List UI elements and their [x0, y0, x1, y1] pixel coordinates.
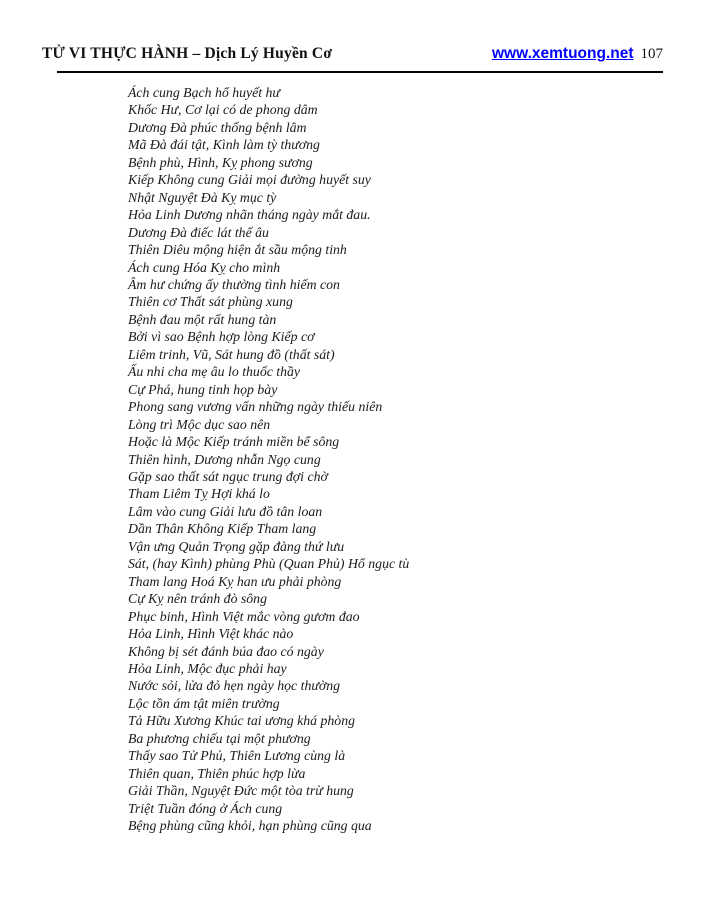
header-right-group [492, 45, 663, 63]
verse-body [128, 84, 705, 834]
verse-line: Lòng trì Mộc dục sao nên [128, 416, 271, 432]
verse-line: Liêm trinh, Vũ, Sát hung đồ (thất sát) [128, 346, 335, 362]
page-number: 107 [640, 46, 663, 62]
verse-line: Tham Liêm Tỵ Hợi khá lo [128, 486, 270, 502]
verse-line: Dương Đà phúc thống bệnh lâm [128, 119, 307, 135]
verse-line: Ách cung Hóa Kỵ cho mình [128, 259, 281, 275]
verse-line: Thiên hình, Dương nhẫn Ngọ cung [128, 451, 321, 467]
verse-line: Lâm vào cung Giải lưu đồ tân loan [128, 503, 323, 519]
verse-line: Thấy sao Tử Phủ, Thiên Lương cùng là [128, 748, 346, 764]
verse-line: Nhật Nguyệt Đà Kỵ mục tỳ [128, 189, 277, 205]
verse-line: Dương Đà điếc lát thế âu [128, 224, 269, 240]
verse-line: Giải Thần, Nguyệt Đức một tòa trừ hung [128, 783, 354, 799]
verse-line: Không bị sét đánh búa đao có ngày [128, 643, 324, 659]
verse-line: Khốc Hư, Cơ lại có de phong dâm [128, 102, 318, 118]
verse-line: Gặp sao thất sát ngục trung đợi chờ [128, 468, 328, 484]
verse-line: Cự Phá, hung tinh họp bày [128, 381, 278, 397]
verse-line: Kiếp Không cung Giải mọi đường huyết suy [128, 172, 371, 188]
header-divider [57, 71, 663, 73]
verse-line: Âm hư chứng ấy thường tình hiếm con [128, 276, 340, 292]
verse-line: Hỏa Linh Dương nhãn tháng ngày mắt đau. [128, 207, 371, 223]
website-link[interactable]: www.xemtuong.net [491, 45, 634, 62]
verse-line: Thiên Diêu mộng hiện ắt sầu mộng tinh [128, 242, 347, 258]
verse-line: Bệnh đau một rất hung tàn [128, 311, 277, 327]
verse-line: Phong sang vương vấn những ngày thiếu niên [128, 399, 383, 415]
verse-line: Triệt Tuần đóng ở Ách cung [128, 800, 283, 816]
book-title: TỬ VI THỰC HÀNH – Dịch Lý Huyền Cơ [42, 45, 333, 62]
verse-line: Hỏa Linh, Mộc đục phải hay [128, 660, 287, 676]
page-header [0, 0, 705, 63]
verse-line: Ách cung Bạch hổ huyết hư [128, 85, 280, 100]
verse-line: Cự Kỵ nên tránh đò sông [128, 591, 267, 607]
verse-line: Ba phương chiếu tại một phương [128, 730, 311, 746]
verse-line: Bệnh phù, Hình, Kỵ phong sương [128, 154, 313, 170]
verse-line: Phục binh, Hình Việt mắc vòng gươm đao [128, 608, 360, 624]
verse-line: Bệng phùng cũng khỏi, hạn phùng cũng qua [128, 818, 372, 834]
verse-line: Ấu nhi cha mẹ âu lo thuốc thầy [128, 364, 301, 380]
verse-line: Nước sỏi, lửa đỏ hẹn ngày học thường [128, 678, 341, 694]
verse-line: Vận ưng Quản Trọng gặp đàng thứ lưu [128, 538, 345, 554]
verse-line: Mã Đà đái tật, Kình làm tỳ thương [128, 137, 320, 153]
verse-line: Bởi vì sao Bệnh hợp lòng Kiếp cơ [128, 329, 315, 345]
verse-line: Tham lang Hoá Kỵ han ưu phải phòng [128, 573, 342, 589]
verse-line: Dần Thân Không Kiếp Tham lang [128, 521, 317, 537]
verse-line: Thiên quan, Thiên phúc hợp lừa [128, 765, 306, 781]
verse-line: Tả Hữu Xương Khúc tai ương khá phòng [128, 713, 356, 729]
verse-line: Thiên cơ Thất sát phùng xung [128, 294, 293, 310]
verse-line: Hoặc là Mộc Kiếp tránh miền bể sông [128, 434, 340, 450]
verse-line: Lộc tồn ám tật miên trường [128, 695, 280, 711]
verse-line: Sát, (hay Kình) phùng Phù (Quan Phủ) Hổ ngục tù [128, 556, 410, 572]
verse-line: Hỏa Linh, Hình Việt khác nào [128, 626, 294, 642]
